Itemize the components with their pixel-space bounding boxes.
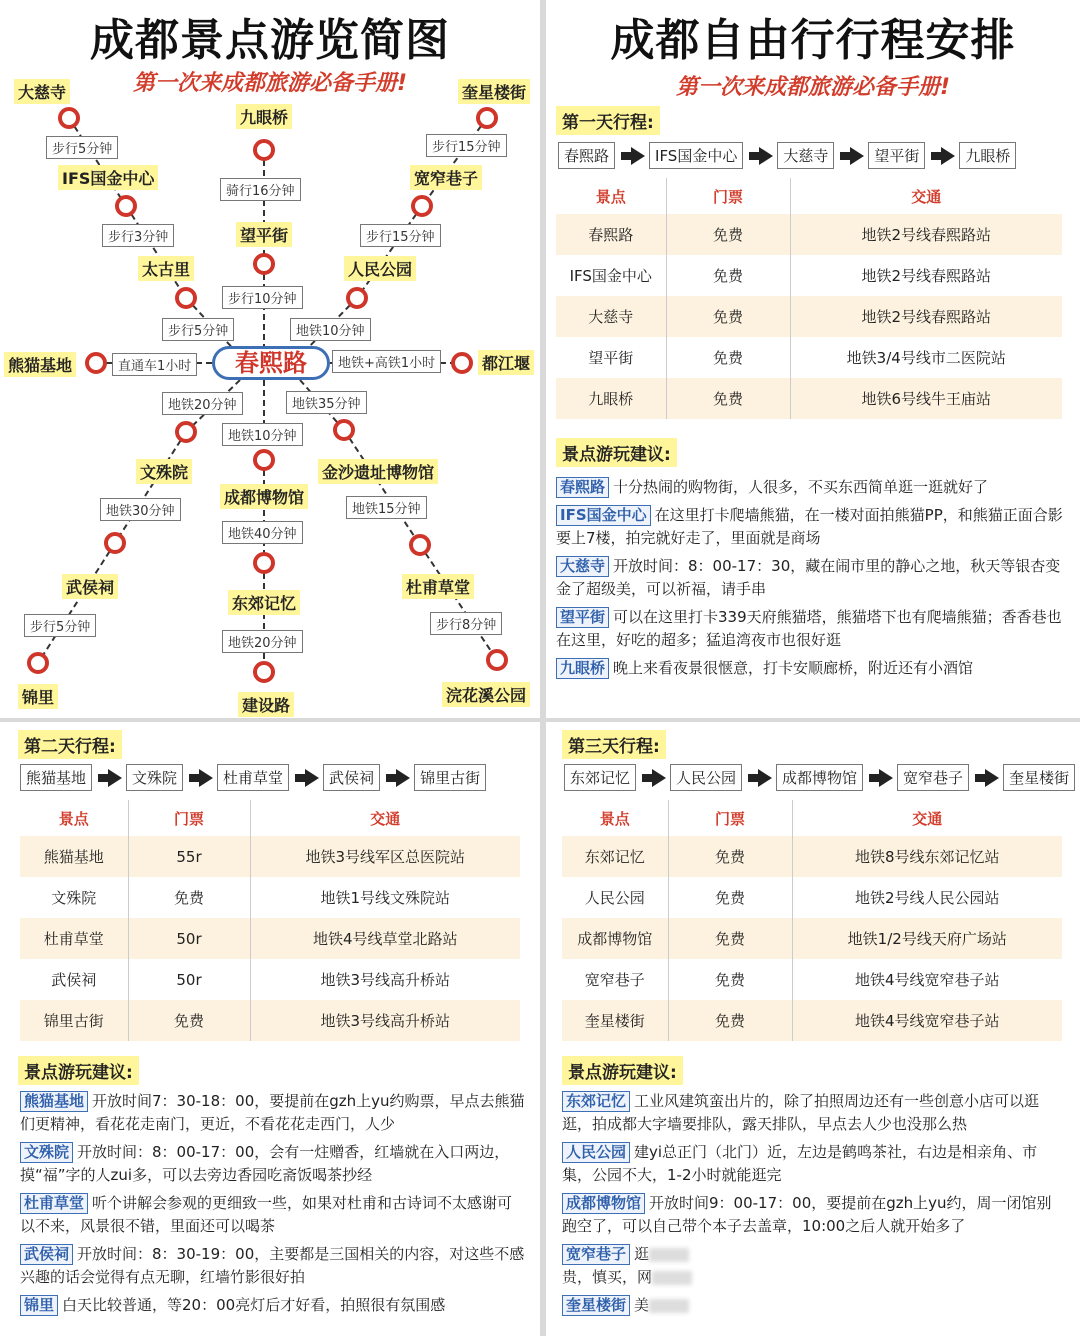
cell: 锦里古街 [20,1000,128,1041]
table-row [562,918,1062,959]
stop-marker [409,534,431,556]
route-time: 步行5分钟 [24,614,96,637]
label-kuixing-street: 奎星楼街 [458,79,530,104]
cell: 地铁3号线高升桥站 [250,1000,520,1041]
route-stop: 大慈寺 [777,142,834,169]
route-stop: 宽窄巷子 [897,764,969,791]
map-panel [0,0,540,718]
tip-tag: 春熙路 [556,477,609,498]
label-jinsha: 金沙遗址博物馆 [318,459,438,484]
route-stop: 奎星楼街 [1003,764,1075,791]
tip-item [556,657,1066,680]
plan-subtitle: 第一次来成都旅游必备手册! [675,75,951,100]
day3-table [562,800,1062,1041]
stop-marker [253,139,275,161]
tip-text: 贵，慎买，网 [562,1268,653,1286]
route-stop: 成都博物馆 [776,764,863,791]
tip-item [562,1243,1066,1289]
route-time: 地铁30分钟 [100,498,181,521]
tip-text: 开放时间：8：30-19：00，主要都是三国相关的内容，对这些不感兴趣的话会觉得有点无聊，红墙竹影很好拍 [20,1245,525,1286]
cell: 熊猫基地 [20,836,128,877]
col-header: 交通 [370,809,401,828]
label-dujiangyan: 都江堰 [478,350,534,375]
cell: 望平街 [556,337,666,378]
route-stop: 春熙路 [558,142,615,169]
arrow-right-icon [396,769,410,787]
day1-panel [546,0,1080,718]
stop-marker [85,352,107,374]
col-header: 景点 [556,178,666,214]
table-row [556,214,1062,255]
day3-route [564,764,1068,791]
route-stop: 武侯祠 [323,764,380,791]
table-row [20,877,520,918]
cell: 地铁3号线高升桥站 [320,971,451,989]
day1-table [556,178,1062,419]
day2-panel [0,722,540,1336]
label-ifs: IFS国金中心 [58,165,158,190]
tip-tag: 九眼桥 [556,658,609,679]
route-time: 步行5分钟 [162,318,234,341]
tip-text: 白天比较普通，等20：00亮灯后才好看，拍照很有氛围感 [62,1296,446,1314]
arrow-right-icon [199,769,213,787]
cell: 免费 [668,877,792,918]
stop-marker [104,532,126,554]
cell: 地铁2号线人民公园站 [854,889,1000,907]
label-huanhuaxi: 浣花溪公园 [442,682,530,707]
tip-item [556,606,1066,652]
route-time: 地铁15分钟 [346,496,427,519]
tip-text: 开放时间：8：00-17：00，会有一炷赠香，红墙就在入口两边，摸“福”字的人zui多，可以去旁边香园吃斋饭喝茶抄经 [20,1143,510,1184]
stop-marker [476,107,498,129]
map-title: 成都景点游览简图 [90,15,450,66]
stop-marker [175,421,197,443]
route-time: 步行15分钟 [360,224,441,247]
table-row [562,836,1062,877]
tip-text: 听个讲解会参观的更细致一些，如果对杜甫和古诗词不太感谢可以不来，风景很不错，里面还可以喝茶 [20,1194,513,1235]
stop-marker [115,195,137,217]
arrow-right-icon [759,147,773,165]
cell: 50r [128,959,250,1000]
tip-text: 晚上来看夜景很惬意，打卡安顺廊桥，附近还有小酒馆 [613,659,974,677]
cell: 地铁3/4号线市二医院站 [846,349,1006,367]
cell: 地铁1/2号线天府广场站 [792,918,1062,959]
arrow-right-icon [652,769,666,787]
label-kuanzhai: 宽窄巷子 [410,165,482,190]
cell: 地铁2号线春熙路站 [861,267,992,285]
label-museum: 成都博物馆 [220,484,308,509]
route-time: 步行3分钟 [102,224,174,247]
tips-heading: 景点游玩建议: [562,1056,683,1085]
col-header: 交通 [912,809,943,828]
cell: 免费 [666,378,790,419]
cell: 免费 [668,836,792,877]
tip-item [562,1141,1066,1187]
table-row [556,255,1062,296]
tip-item [20,1192,526,1238]
tip-text: 开放时间7：30-18：00，要提前在gzh上yu约购票，早点去熊猫们更精神，看花花走南门，更近，不看花花走西门，人少 [20,1092,525,1133]
route-stop: 文殊院 [126,764,183,791]
tip-tag: IFS国金中心 [556,505,651,526]
cell: 免费 [666,214,790,255]
tip-text: 建yi总正门（北门）近，左边是鹤鸣茶社，右边是相亲角、市集，公园不大，1-2小时就能逛完 [562,1143,1038,1184]
route-time: 步行15分钟 [426,134,507,157]
label-dufu: 杜甫草堂 [402,574,474,599]
arrow-right-icon [941,147,955,165]
arrow-right-icon [631,147,645,165]
cell: 地铁4号线草堂北路站 [250,918,520,959]
arrow-right-icon [850,147,864,165]
cell: 地铁2号线春熙路站 [790,214,1062,255]
route-stop: IFS国金中心 [649,142,743,169]
cell: 地铁1号线文殊院站 [320,889,451,907]
stop-marker [346,287,368,309]
day1-route [558,142,1068,169]
tip-item [20,1141,526,1187]
table-row [20,1000,520,1041]
table-row [20,918,520,959]
cell: 地铁4号线宽窄巷子站 [854,971,1000,989]
route-stop: 杜甫草堂 [217,764,289,791]
cell: 东郊记忆 [562,836,668,877]
cell: 地铁3号线军区总医院站 [250,836,520,877]
cell: 免费 [668,1000,792,1041]
tip-item [20,1090,526,1136]
stop-marker [451,352,473,374]
tip-item [20,1294,526,1317]
tip-tag: 文殊院 [20,1142,73,1163]
map-subtitle: 第一次来成都旅游必备手册! [132,71,408,96]
col-header: 门票 [666,178,790,214]
tip-tag: 杜甫草堂 [20,1193,88,1214]
day3-heading: 第三天行程: [562,730,666,759]
tip-tag: 大慈寺 [556,556,609,577]
obscured-text [649,1299,689,1313]
cell: 奎星楼街 [562,1000,668,1041]
tip-tag: 望平街 [556,607,609,628]
label-wenshu: 文殊院 [136,459,192,484]
tip-text: 工业风建筑蛮出片的，除了拍照周边还有一些创意小店可以逛逛，拍成都大字墙要排队，露天排队，早点去人少也没那么热 [562,1092,1040,1133]
route-time: 骑行16分钟 [220,178,301,201]
route-time: 地铁20分钟 [222,630,303,653]
hub-chunxi-road: 春熙路 [212,346,330,380]
arrow-right-icon [305,769,319,787]
tip-tag: 人民公园 [562,1142,630,1163]
route-stop: 东郊记忆 [564,764,636,791]
route-stop: 望平街 [868,142,925,169]
day2-route [20,764,528,791]
cell: IFS国金中心 [556,255,666,296]
table-row [556,296,1062,337]
tip-tag: 熊猫基地 [20,1091,88,1112]
stop-marker [253,253,275,275]
route-stop: 锦里古街 [414,764,486,791]
stop-marker [486,649,508,671]
cell: 地铁2号线春熙路站 [790,296,1062,337]
table-row [20,959,520,1000]
cell: 地铁8号线东郊记忆站 [792,836,1062,877]
col-header: 交通 [911,187,942,206]
cell: 免费 [666,337,790,378]
col-header: 景点 [20,800,128,836]
label-panda-base: 熊猫基地 [4,352,76,377]
stop-marker [175,287,197,309]
route-time: 步行8分钟 [430,612,502,635]
plan-title: 成都自由行行程安排 [610,15,1016,66]
tip-tag: 宽窄巷子 [562,1244,630,1265]
cell: 武侯祠 [20,959,128,1000]
cell: 免费 [128,877,250,918]
arrow-right-icon [108,769,122,787]
table-row [562,877,1062,918]
route-stop: 人民公园 [670,764,742,791]
tip-tag: 东郊记忆 [562,1091,630,1112]
day3-panel [546,722,1080,1336]
stop-marker [58,107,80,129]
label-jianshe-road: 建设路 [238,692,294,717]
cell: 大慈寺 [556,296,666,337]
stop-marker [253,661,275,683]
obscured-text [649,1248,689,1262]
tip-text: 十分热闹的购物街，人很多，不买东西简单逛一逛就好了 [613,478,989,496]
tip-item [562,1192,1066,1238]
cell: 杜甫草堂 [20,918,128,959]
stop-marker [27,652,49,674]
cell: 地铁4号线宽窄巷子站 [792,1000,1062,1041]
day3-tips [562,1090,1066,1322]
label-wuhou: 武侯祠 [62,574,118,599]
cell: 九眼桥 [556,378,666,419]
route-time: 步行5分钟 [46,136,118,159]
day2-table [20,800,520,1041]
cell: 免费 [666,255,790,296]
cell: 免费 [668,959,792,1000]
cell: 春熙路 [556,214,666,255]
table-row [20,836,520,877]
stop-marker [411,195,433,217]
cell: 宽窄巷子 [562,959,668,1000]
stop-marker [253,449,275,471]
label-renmin-park: 人民公园 [344,256,416,281]
label-taiguli: 太古里 [138,256,194,281]
arrow-right-icon [758,769,772,787]
route-time: 地铁10分钟 [222,423,303,446]
table-row [556,378,1062,419]
cell: 地铁6号线牛王庙站 [790,378,1062,419]
arrow-right-icon [879,769,893,787]
tip-item [562,1090,1066,1136]
obscured-text [652,1271,692,1285]
label-dongjiao: 东郊记忆 [228,590,300,615]
tip-item [562,1294,1066,1317]
day1-heading: 第一天行程: [556,106,660,135]
tip-item [556,555,1066,601]
tip-text: 美 [634,1296,650,1314]
tip-tag: 武侯祠 [20,1244,73,1265]
route-stop: 熊猫基地 [20,764,92,791]
label-jinli: 锦里 [18,684,58,709]
table-row [556,337,1062,378]
day1-tips [556,476,1066,685]
tip-item [556,476,1066,499]
tip-item [556,504,1066,550]
route-time: 地铁20分钟 [162,392,243,415]
col-header: 门票 [668,800,792,836]
route-time: 地铁+高铁1小时 [332,350,441,373]
tip-tag: 锦里 [20,1295,58,1316]
col-header: 门票 [128,800,250,836]
arrow-right-icon [985,769,999,787]
cell: 50r [128,918,250,959]
stop-marker [253,552,275,574]
col-header: 景点 [562,800,668,836]
cell: 免费 [668,918,792,959]
tips-heading: 景点游玩建议: [18,1056,139,1085]
cell: 免费 [128,1000,250,1041]
cell: 人民公园 [562,877,668,918]
route-time: 地铁10分钟 [290,318,371,341]
tip-tag: 奎星楼街 [562,1295,630,1316]
route-time: 步行10分钟 [222,286,303,309]
tip-tag: 成都博物馆 [562,1193,645,1214]
route-time: 地铁35分钟 [286,391,367,414]
label-wangping: 望平街 [236,222,292,247]
route-time: 地铁40分钟 [222,521,303,544]
tip-text: 开放时间9：00-17：00，要提前在gzh上yu约，周一闭馆别跑空了，可以自己带个本子去盖章，10:00之后人就开始多了 [562,1194,1052,1235]
cell: 免费 [666,296,790,337]
table-row [562,1000,1062,1041]
cell: 55r [128,836,250,877]
route-stop: 九眼桥 [959,142,1016,169]
label-daci-temple: 大慈寺 [14,79,70,104]
tip-text: 开放时间：8：00-17：30，藏在闹市里的静心之地，秋天等银杏变金了超级美，可以祈福，请手串 [556,557,1061,598]
tip-item [20,1243,526,1289]
label-jiuyan-bridge: 九眼桥 [236,104,292,129]
cell: 成都博物馆 [562,918,668,959]
route-time: 直通车1小时 [112,353,197,376]
tip-text: 在这里打卡爬墙熊猫，在一楼对面拍熊猫PP，和熊猫正面合影要上7楼，拍完就好走了，里面就是商场 [556,506,1063,547]
tip-text: 逛 [634,1245,650,1263]
table-row [562,959,1062,1000]
day2-tips [20,1090,526,1322]
day2-heading: 第二天行程: [18,730,122,759]
stop-marker [333,419,355,441]
cell: 文殊院 [20,877,128,918]
tip-text: 可以在这里打卡339天府熊猫塔，熊猫塔下也有爬墙熊猫；香香巷也在这里，好吃的超多；猛追湾夜市也很好逛 [556,608,1062,649]
tips-heading: 景点游玩建议: [556,438,677,467]
